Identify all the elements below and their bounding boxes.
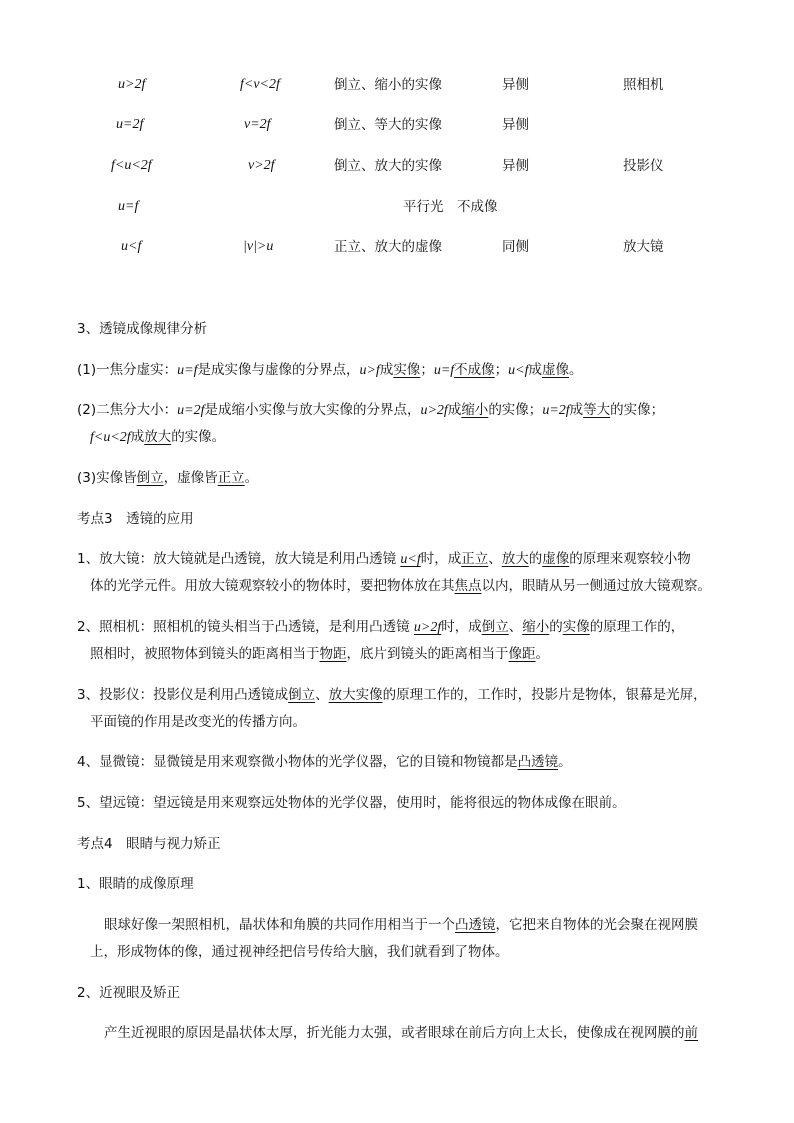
- formula: u=f: [433, 363, 455, 378]
- text: 。: [558, 754, 572, 770]
- blank-answer: 正立: [217, 470, 245, 486]
- table-cell: 正立、放大的虚像: [334, 239, 442, 255]
- text: 是成缩小实像与放大实像的分界点，: [204, 402, 421, 418]
- table-cell: 照相机: [623, 77, 664, 93]
- text: 是成实像与虚像的分界点，: [197, 362, 360, 378]
- table-cell: u<f: [121, 239, 142, 254]
- text: ；: [494, 362, 509, 378]
- text: 产生近视眼的原因是晶状体太厚，折光能力太强，或者眼球在前后方向上太长，使像成在视网膜的: [104, 1025, 685, 1041]
- paragraph: [77, 752, 572, 772]
- formula: u=2f: [542, 403, 570, 418]
- paragraph-continuation: [90, 427, 225, 448]
- text: 、: [508, 619, 523, 635]
- formula: u>2f: [420, 403, 448, 418]
- text: 照相时，被照物体到镜头的距离相当于: [90, 646, 320, 662]
- text: 成: [379, 362, 394, 378]
- text: 1、放大镜：放大镜就是凸透镜，放大镜是利用凸透镜: [77, 551, 401, 567]
- paragraph: [77, 685, 707, 705]
- table-cell: u=f: [118, 199, 139, 214]
- section-heading: 3、透镜成像规律分析: [77, 321, 208, 337]
- blank-answer: 实像: [393, 362, 421, 378]
- text: 的: [549, 619, 563, 635]
- text: 4、显微镜：显微镜是用来观察微小物体的光学仪器，它的目镜和物镜都是: [77, 754, 518, 770]
- text: 时，成: [420, 551, 462, 567]
- paragraph: [77, 549, 691, 570]
- blank-answer: 缩小: [522, 619, 550, 635]
- text: (1)一焦分虚实：: [77, 362, 178, 378]
- paragraph: [77, 400, 664, 421]
- paragraph: [77, 468, 258, 488]
- blank-answer: 凸透镜: [517, 754, 559, 770]
- text: ；: [420, 362, 434, 378]
- text: 3、投影仪：投影仪是利用凸透镜成: [77, 687, 289, 703]
- text: 的原理工作的，工作时，投影片是物体，银幕是光屏，: [382, 687, 707, 703]
- formula: f<u<2f: [90, 430, 131, 445]
- text: 、: [488, 551, 502, 567]
- text: 成: [528, 362, 542, 378]
- table-cell: 异侧: [502, 117, 529, 133]
- text: 的原理工作的，: [589, 619, 685, 635]
- table-cell: 放大镜: [623, 239, 664, 255]
- table-cell: 平行光 不成像: [403, 199, 498, 215]
- text: 的实像。: [171, 429, 226, 445]
- text: 成: [447, 402, 462, 418]
- text: 2、照相机：照相机的镜头相当于凸透镜，是利用凸透镜: [77, 619, 414, 635]
- paragraph-continuation: 平面镜的作用是改变光的传播方向。: [90, 714, 306, 730]
- blank-answer: 放大实像: [328, 687, 383, 703]
- blank-answer: 前: [684, 1025, 698, 1041]
- table-cell: f<u<2f: [111, 158, 152, 173]
- blank-answer: 缩小: [461, 402, 489, 418]
- text: 体的光学元件。用放大镜观察较小的物体时，要把物体放在其: [90, 578, 455, 594]
- table-cell: v>2f: [248, 158, 275, 173]
- formula: u=2f: [177, 403, 205, 418]
- formula: u=f: [177, 363, 198, 378]
- blank-answer: 正立: [461, 551, 489, 567]
- formula: u<f: [400, 552, 421, 567]
- table-cell: 异侧: [502, 77, 529, 93]
- text: 的: [528, 551, 543, 567]
- section-heading: 考点3 透镜的应用: [77, 511, 194, 527]
- blank-answer: 倒立: [136, 470, 164, 486]
- blank-answer: 放大: [501, 551, 529, 567]
- formula: u>f: [359, 363, 380, 378]
- text: 。: [535, 646, 549, 662]
- table-cell: 投影仪: [623, 158, 664, 174]
- text: 、: [315, 687, 329, 703]
- table-cell: v=2f: [244, 117, 271, 132]
- blank-answer: 凸透镜: [455, 917, 496, 933]
- blank-answer: 虚像: [542, 362, 569, 378]
- table-cell: 倒立、缩小的实像: [334, 77, 442, 93]
- paragraph-continuation: [90, 644, 549, 664]
- table-cell: 倒立、放大的实像: [334, 158, 442, 174]
- formula: u>2f: [413, 620, 442, 635]
- table-cell: u=2f: [116, 117, 144, 132]
- blank-answer: 焦点: [454, 578, 482, 594]
- blank-answer: 物距: [319, 646, 347, 662]
- blank-answer: 倒立: [288, 687, 316, 703]
- subheading: 2、近视眼及矫正: [77, 985, 181, 1001]
- paragraph: [77, 360, 583, 381]
- subheading: 1、眼睛的成像原理: [77, 876, 194, 892]
- text: ，它把来自物体的光会聚在视网膜: [495, 917, 698, 933]
- paragraph: [104, 915, 698, 935]
- table-cell: 倒立、等大的实像: [334, 117, 442, 133]
- text: 的实像；: [610, 402, 665, 418]
- text: 的原理来观察较小物: [569, 551, 691, 567]
- text: (3)实像皆: [77, 470, 137, 486]
- blank-answer: 倒立: [481, 619, 509, 635]
- text: 成: [569, 402, 584, 418]
- formula: u<f: [508, 363, 529, 378]
- blank-answer: 不成像: [454, 362, 495, 378]
- blank-answer: 实像: [562, 619, 590, 635]
- table-cell: u>2f: [118, 77, 146, 92]
- blank-answer: 虚像: [542, 551, 570, 567]
- text: 。: [569, 362, 583, 378]
- text: ，虚像皆: [163, 470, 218, 486]
- text: ，底片到镜头的距离相当于: [346, 646, 509, 662]
- blank-answer: 等大: [583, 402, 611, 418]
- paragraph-continuation: 上，形成物体的像，通过视神经把信号传给大脑，我们就看到了物体。: [90, 944, 509, 960]
- text: 眼球好像一架照相机，晶状体和角膜的共同作用相当于一个: [104, 917, 455, 933]
- table-cell: |v|>u: [243, 239, 274, 254]
- table-cell: 同侧: [502, 239, 529, 255]
- text: 。: [244, 470, 259, 486]
- text: (2)二焦分大小：: [77, 402, 178, 418]
- text: 时，成: [441, 619, 482, 635]
- paragraph: [77, 617, 684, 638]
- blank-answer: 放大: [144, 429, 172, 445]
- text: 的实像；: [488, 402, 543, 418]
- section-heading: 考点4 眼睛与视力矫正: [77, 836, 221, 852]
- text: 以内，眼睛从另一侧通过放大镜观察。: [481, 578, 711, 594]
- paragraph: 5、望远镜：望远镜是用来观察远处物体的光学仪器，使用时，能将很远的物体成像在眼前。: [77, 795, 626, 811]
- blank-answer: 像距: [508, 646, 536, 662]
- paragraph: [104, 1023, 698, 1043]
- text: 成: [130, 429, 145, 445]
- table-cell: 异侧: [502, 158, 529, 174]
- table-cell: f<v<2f: [240, 77, 280, 92]
- paragraph-continuation: [90, 576, 711, 596]
